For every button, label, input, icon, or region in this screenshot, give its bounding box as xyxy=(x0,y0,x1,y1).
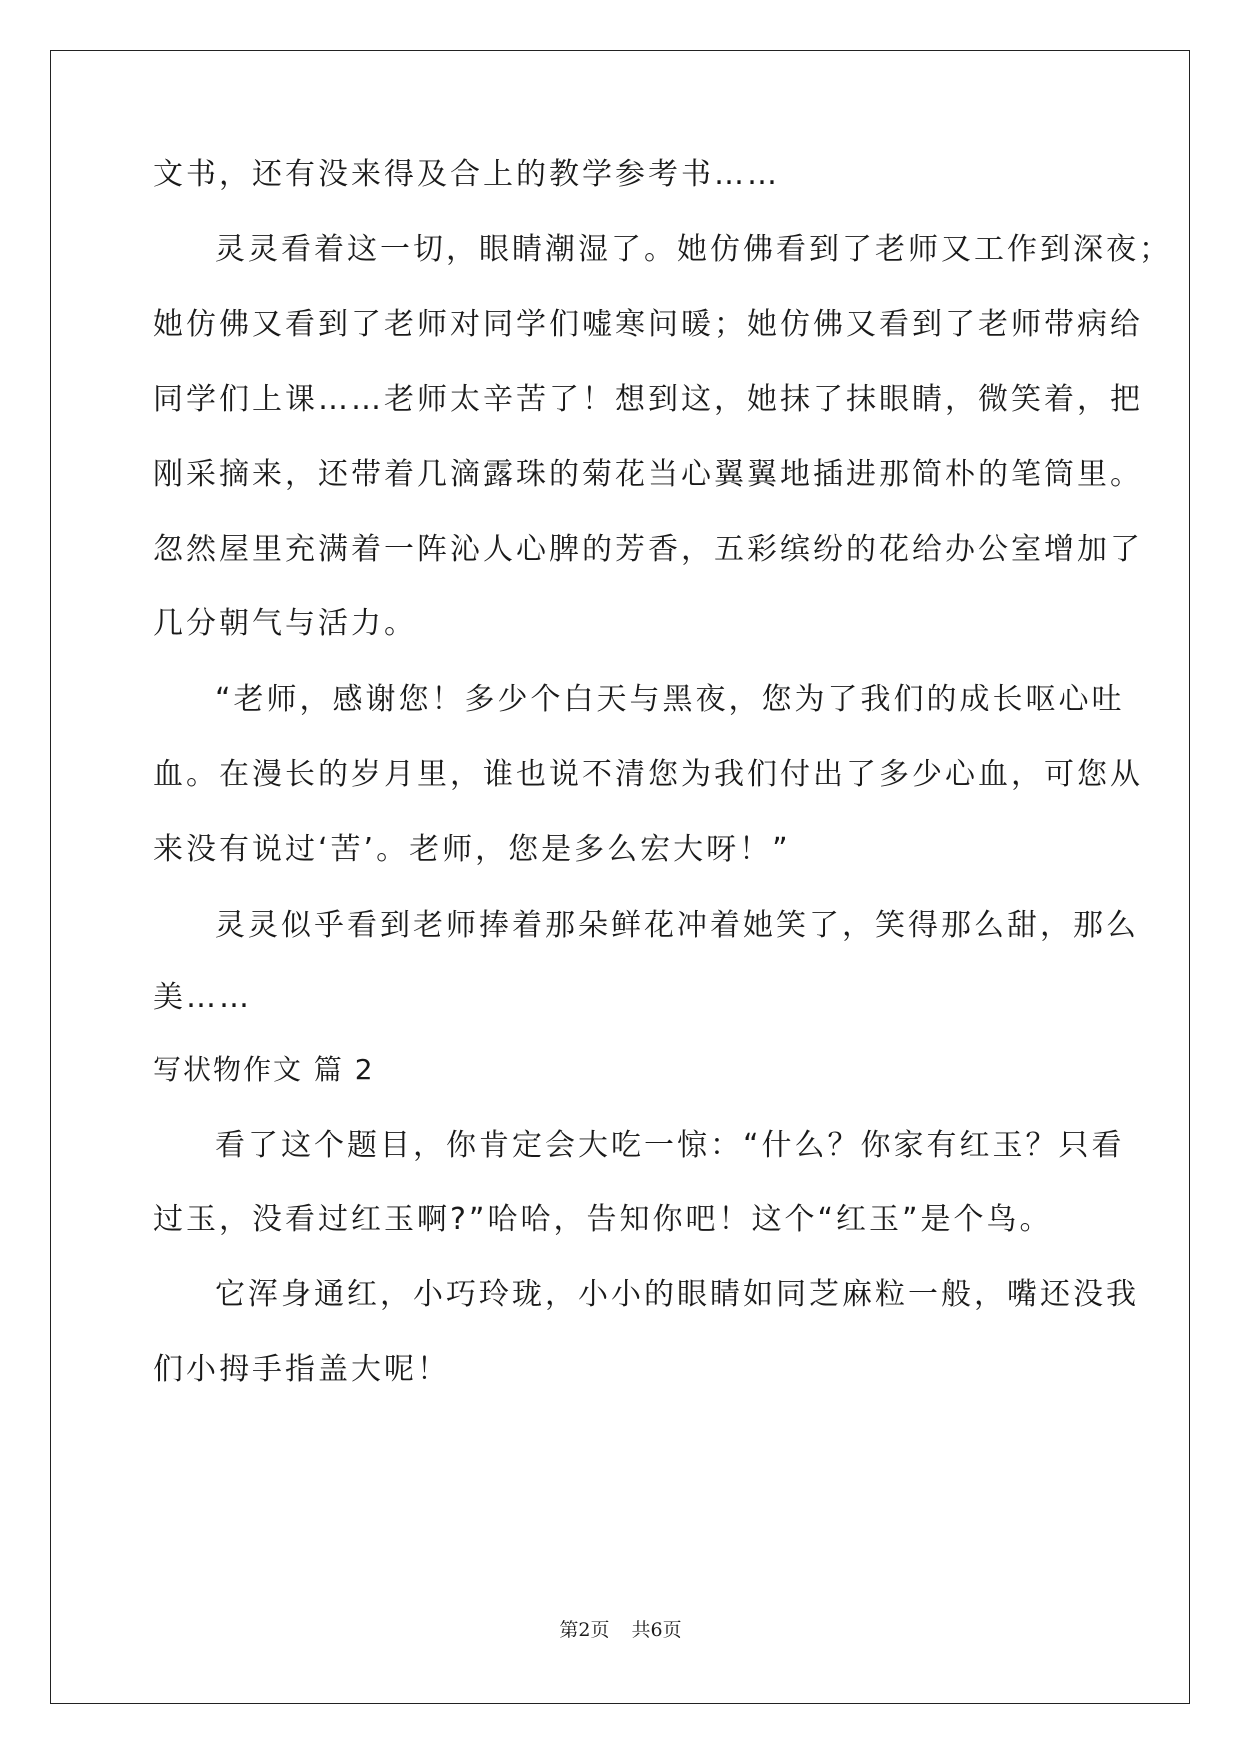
body-line-1: 文书，还有没来得及合上的教学参考书…… xyxy=(153,157,780,192)
page-footer xyxy=(0,1618,1241,1642)
body-line-9: 血。在漫长的岁月里，谁也说不清您为我们付出了多少心血，可您从 xyxy=(153,757,1143,792)
body-line-14: 过玉，没看过红玉啊?”哈哈，告知你吧！这个“红玉”是个鸟。 xyxy=(153,1202,1053,1237)
section-heading: 写状物作文 篇 2 xyxy=(153,1053,375,1086)
page-total: 共6页 xyxy=(631,1619,682,1641)
body-line-2: 灵灵看着这一切，眼睛潮湿了。她仿佛看到了老师又工作到深夜； xyxy=(215,232,1172,267)
body-line-8: “老师，感谢您！多少个白天与黑夜，您为了我们的成长呕心吐 xyxy=(215,682,1125,717)
body-line-4: 同学们上课……老师太辛苦了！想到这，她抹了抹眼睛，微笑着，把 xyxy=(153,382,1143,417)
body-line-3: 她仿佛又看到了老师对同学们嘘寒问暖；她仿佛又看到了老师带病给 xyxy=(153,307,1143,342)
body-line-12: 美…… xyxy=(153,980,252,1015)
body-line-11: 灵灵似乎看到老师捧着那朵鲜花冲着她笑了，笑得那么甜，那么 xyxy=(215,908,1139,943)
page-border xyxy=(50,50,1190,1704)
body-line-13: 看了这个题目，你肯定会大吃一惊：“什么？你家有红玉？只看 xyxy=(215,1128,1125,1163)
body-line-15: 它浑身通红，小巧玲珑，小小的眼睛如同芝麻粒一般，嘴还没我 xyxy=(215,1277,1139,1312)
body-line-10: 来没有说过‘苦’。老师，您是多么宏大呀！” xyxy=(153,832,791,867)
page-number: 第2页 xyxy=(559,1619,610,1641)
body-line-5: 刚采摘来，还带着几滴露珠的菊花当心翼翼地插进那简朴的笔筒里。 xyxy=(153,457,1143,492)
body-line-6: 忽然屋里充满着一阵沁人心脾的芳香，五彩缤纷的花给办公室增加了 xyxy=(153,532,1143,567)
body-line-16: 们小拇手指盖大呢！ xyxy=(153,1352,450,1387)
body-line-7: 几分朝气与活力。 xyxy=(153,606,417,641)
